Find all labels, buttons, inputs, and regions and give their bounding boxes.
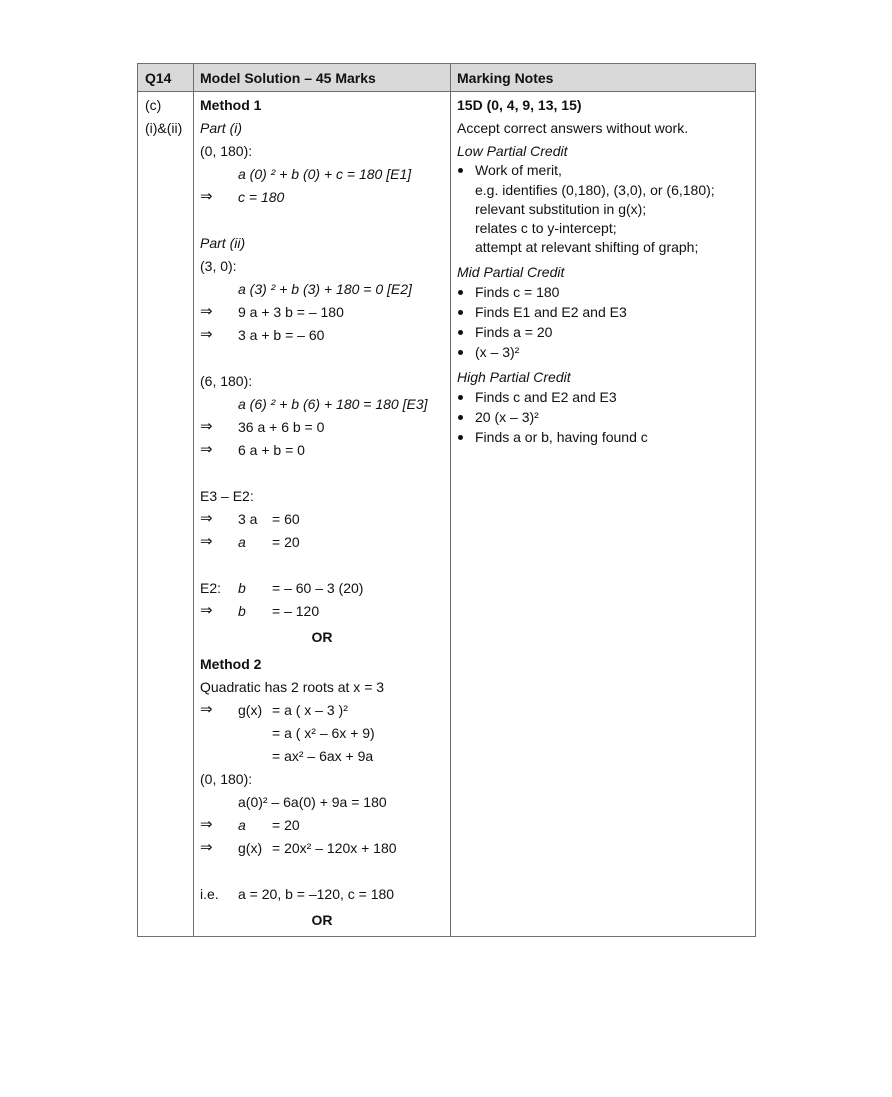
bullet-icon — [458, 168, 463, 173]
equation-6a-b: 6 a + b = 0 — [238, 442, 305, 458]
mid-credit-item: Finds c = 180 — [475, 284, 560, 300]
point-0-180-method-2: (0, 180): — [200, 771, 253, 787]
low-credit-item: relates c to y-intercept; — [475, 220, 617, 236]
bullet-icon — [458, 290, 463, 295]
implies-arrow-icon: ⇒ — [200, 418, 213, 435]
m2-a-value: = 20 — [272, 817, 300, 833]
method-2-heading: Method 2 — [200, 656, 262, 672]
high-credit-item: Finds c and E2 and E3 — [475, 389, 617, 405]
gx-line-1: = a ( x – 3 )² — [272, 702, 348, 718]
part-i-heading: Part (i) — [200, 120, 242, 136]
implies-arrow-icon: ⇒ — [200, 326, 213, 343]
low-credit-item: Work of merit, — [475, 162, 562, 178]
step-a-value: = 20 — [272, 534, 300, 550]
bullet-icon — [458, 395, 463, 400]
mid-credit-item: Finds a = 20 — [475, 324, 553, 340]
mid-credit-item: (x – 3)² — [475, 344, 520, 360]
implies-arrow-icon: ⇒ — [200, 188, 213, 205]
marking-scheme-table — [137, 63, 756, 937]
implies-arrow-icon: ⇒ — [200, 602, 213, 619]
bullet-icon — [458, 435, 463, 440]
low-partial-credit-heading: Low Partial Credit — [457, 143, 568, 159]
step-3a-label: 3 a — [238, 511, 258, 527]
mid-credit-item: Finds E1 and E2 and E3 — [475, 304, 627, 320]
step-b2-value: = – 120 — [272, 603, 320, 619]
step-3a-value: = 60 — [272, 511, 300, 527]
implies-arrow-icon: ⇒ — [200, 839, 213, 856]
implies-arrow-icon: ⇒ — [200, 441, 213, 458]
gx-label: g(x) — [238, 702, 263, 718]
e3-minus-e2: E3 – E2: — [200, 488, 254, 504]
low-credit-item: relevant substitution in g(x); — [475, 201, 647, 217]
part-ii-heading: Part (ii) — [200, 235, 246, 251]
header-marking-notes: Marking Notes — [457, 70, 554, 86]
equation-3a-b: 3 a + b = – 60 — [238, 327, 325, 343]
part-label-c: (c) — [145, 97, 162, 113]
accept-note: Accept correct answers without work. — [457, 120, 689, 136]
ie-label: i.e. — [200, 886, 219, 902]
column-divider-2 — [450, 64, 451, 936]
table-header-row — [138, 64, 755, 92]
result-c-180: c = 180 — [238, 189, 285, 205]
bullet-icon — [458, 415, 463, 420]
mid-partial-credit-heading: Mid Partial Credit — [457, 264, 565, 280]
bullet-icon — [458, 310, 463, 315]
equation-e3: a (6) ² + b (6) + 180 = 180 [E3] — [238, 396, 428, 412]
quadratic-roots-statement: Quadratic has 2 roots at x = 3 — [200, 679, 385, 695]
implies-arrow-icon: ⇒ — [200, 701, 213, 718]
implies-arrow-icon: ⇒ — [200, 303, 213, 320]
high-credit-item: Finds a or b, having found c — [475, 429, 648, 445]
equation-e1: a (0) ² + b (0) + c = 180 [E1] — [238, 166, 412, 182]
equation-9a-3b: 9 a + 3 b = – 180 — [238, 304, 344, 320]
high-partial-credit-heading: High Partial Credit — [457, 369, 571, 385]
point-3-0: (3, 0): — [200, 258, 237, 274]
step-a-label: a — [238, 534, 246, 550]
method-1-heading: Method 1 — [200, 97, 262, 113]
or-separator-1: OR — [311, 629, 333, 645]
e2-label: E2: — [200, 580, 222, 596]
bullet-icon — [458, 350, 463, 355]
low-credit-item: e.g. identifies (0,180), (3,0), or (6,180); — [475, 182, 715, 198]
m2-a-label: a — [238, 817, 246, 833]
header-model-solution: Model Solution – 45 Marks — [200, 70, 376, 86]
point-0-180: (0, 180): — [200, 143, 253, 159]
mark-scale: 15D (0, 4, 9, 13, 15) — [457, 97, 582, 113]
implies-arrow-icon: ⇒ — [200, 816, 213, 833]
equation-method-2: a(0)² – 6a(0) + 9a = 180 — [238, 794, 387, 810]
point-6-180: (6, 180): — [200, 373, 253, 389]
m2-gx-value: = 20x² – 120x + 180 — [272, 840, 397, 856]
step-b1-value: = – 60 – 3 (20) — [272, 580, 364, 596]
m2-gx-label: g(x) — [238, 840, 263, 856]
implies-arrow-icon: ⇒ — [200, 510, 213, 527]
column-divider-1 — [193, 64, 194, 936]
bullet-icon — [458, 330, 463, 335]
or-separator-2: OR — [311, 912, 333, 928]
header-question-number: Q14 — [145, 70, 172, 86]
step-b2-label: b — [238, 603, 246, 619]
final-coefficients: a = 20, b = –120, c = 180 — [238, 886, 395, 902]
gx-line-2: = a ( x² – 6x + 9) — [272, 725, 375, 741]
step-b1-label: b — [238, 580, 246, 596]
low-credit-item: attempt at relevant shifting of graph; — [475, 239, 699, 255]
implies-arrow-icon: ⇒ — [200, 533, 213, 550]
equation-e2: a (3) ² + b (3) + 180 = 0 [E2] — [238, 281, 412, 297]
high-credit-item: 20 (x – 3)² — [475, 409, 539, 425]
gx-line-3: = ax² – 6ax + 9a — [272, 748, 374, 764]
equation-36a-6b: 36 a + 6 b = 0 — [238, 419, 325, 435]
part-label-i-ii: (i)&(ii) — [145, 120, 183, 136]
